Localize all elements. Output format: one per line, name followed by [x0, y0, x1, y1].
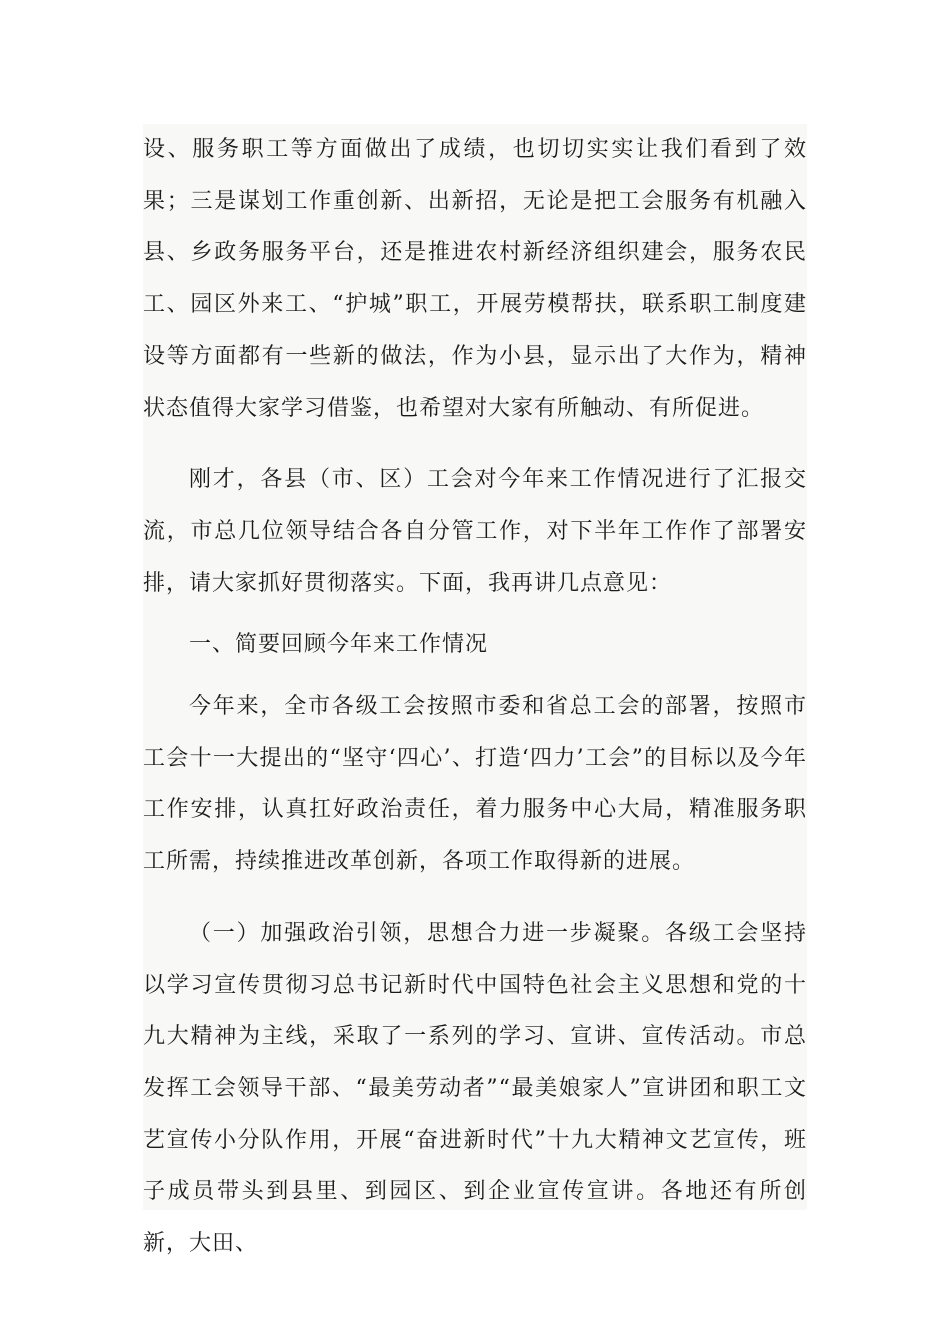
paragraph-2: 刚才，各县（市、区）工会对今年来工作情况进行了汇报交流，市总几位领导结合各自分管工作，对下半年工作作了部署安排，请大家抓好贯彻落实。下面，我再讲几点意见：	[143, 467, 807, 596]
paragraph-4: （一）加强政治引领，思想合力进一步凝聚。各级工会坚持以学习宣传贯彻习总书记新时代中国特色社会主义思想和党的十九大精神为主线，采取了一系列的学习、宣讲、宣传活动。市总发挥工会领导干部、“最美劳动者”“最美娘家人”宣讲团和职工文艺宣传小分队作用，开展“奋进新时代”十九大精神文艺宣传，班子成员带头到县里、到园区、到企业宣传宣讲。各地还有所创新，大田、	[143, 920, 807, 1257]
document-body	[143, 124, 807, 1257]
paragraph-1: 设、服务职工等方面做出了成绩，也切切实实让我们看到了效果；三是谋划工作重创新、出新招，无论是把工会服务有机融入县、乡政务服务平台，还是推进农村新经济组织建会，服务农民工、园区外来工、“护城”职工，开展劳模帮扶，联系职工制度建设等方面都有一些新的做法，作为小县，显示出了大作为，精神状态值得大家学习借鉴，也希望对大家有所触动、有所促进。	[143, 137, 807, 421]
paragraph-3: 今年来，全市各级工会按照市委和省总工会的部署，按照市工会十一大提出的“坚守‘四心’、打造‘四力’工会”的目标以及今年工作安排，认真扛好政治责任，着力服务中心大局，精准服务职工所需，持续推进改革创新，各项工作取得新的进展。	[143, 694, 807, 875]
section-heading-1: 一、简要回顾今年来工作情况	[189, 632, 489, 658]
